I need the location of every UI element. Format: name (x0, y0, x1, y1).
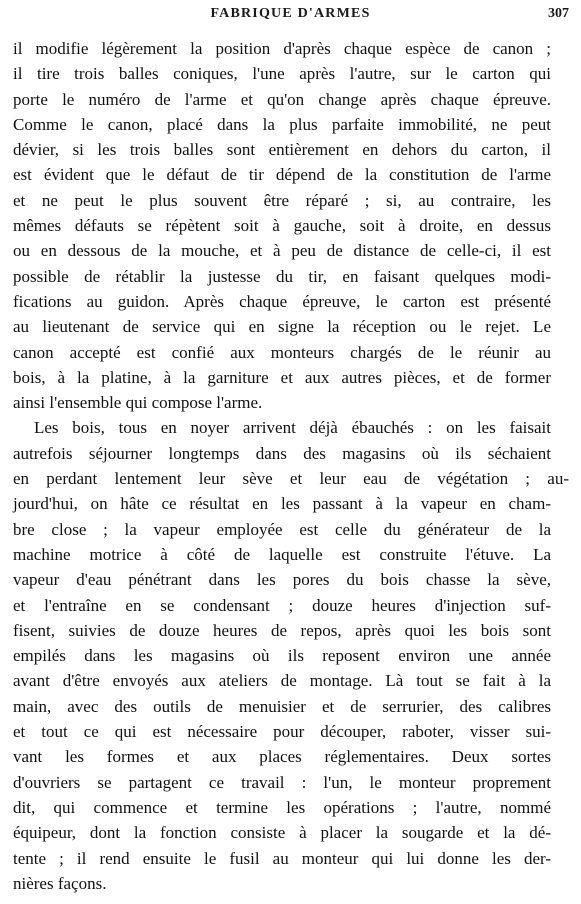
text-line: il tire trois balles coniques, l'une après l'autre, sur le carton qui (13, 64, 551, 84)
text-line: empilés dans les magasins où ils reposent environ une année (13, 646, 551, 666)
text-line: porte le numéro de l'arme et qu'on change après chaque épreuve. (13, 89, 551, 109)
text-line: dévier, si les trois balles sont entièrement en dehors du carton, il (13, 140, 551, 160)
text-line: bre close ; la vapeur employée est celle du générateur de la (13, 519, 551, 539)
paragraph-end-line: ainsi l'ensemble qui compose l'arme. (13, 393, 263, 413)
text-line: possible de rétablir la justesse du tir, en faisant quelques modi- (13, 266, 551, 286)
text-line: autrefois séjourner longtemps dans des magasins où ils séchaient (13, 443, 551, 463)
text-line: vant les formes et aux places réglementaires. Deux sortes (13, 747, 551, 767)
text-line: ou en dessous de la mouche, et à peu de distance de celle-ci, il est (13, 241, 551, 261)
text-line: tente ; il rend ensuite le fusil au monteur qui lui donne les der- (13, 848, 551, 868)
text-line: dit, qui commence et termine les opérations ; l'autre, nommé (13, 797, 551, 817)
page-number: 307 (548, 6, 569, 21)
paragraph-end-line: nières façons. (13, 873, 107, 893)
text-line: vapeur d'eau pénétrant dans les pores du bois chasse la sève, (13, 570, 551, 590)
text-line: d'ouvriers se partagent ce travail : l'un, le monteur proprement (13, 772, 551, 792)
running-head (0, 6, 581, 28)
text-line: jourd'hui, on hâte ce résultat en les passant à la vapeur en cham- (13, 494, 551, 514)
text-line: bois, à la platine, à la garniture et aux autres pièces, et de former (13, 367, 551, 387)
text-line: équipeur, dont la fonction consiste à placer la sougarde et la dé- (13, 823, 551, 843)
text-line: canon accepté est confié aux monteurs chargés de le réunir au (13, 342, 551, 362)
body-text (0, 36, 581, 896)
text-line: mêmes défauts se répètent soit à gauche, soit à droite, en dessus (13, 216, 551, 236)
text-line: et l'entraîne en se condensant ; douze heures d'injection suf- (13, 595, 551, 615)
text-line: est évident que le défaut de tir dépend de la constitution de l'arme (13, 165, 551, 185)
running-title: FABRIQUE D'ARMES (210, 6, 371, 21)
text-line: Comme le canon, placé dans la plus parfaite immobilité, ne peut (13, 114, 551, 134)
text-line: et tout ce qui est nécessaire pour découper, raboter, visser sui- (13, 722, 551, 742)
text-line: en perdant lentement leur sève et leur eau de végétation ; au- (13, 469, 569, 489)
text-line: fications au guidon. Après chaque épreuve, le carton est présenté (13, 291, 551, 311)
text-line: machine motrice à côté de laquelle est construite l'étuve. La (13, 544, 551, 564)
text-line: main, avec des outils de menuisier et de serrurier, des calibres (13, 696, 551, 716)
text-line: au lieutenant de service qui en signe la réception ou le rejet. Le (13, 317, 551, 337)
text-line: il modifie légèrement la position d'après chaque espèce de canon ; (13, 39, 551, 58)
text-line: avant d'être envoyés aux ateliers de montage. Là tout se fait à la (13, 671, 551, 691)
paragraph-start-line: Les bois, tous en noyer arrivent déjà ébauchés : on les faisait (34, 418, 551, 438)
text-line: et ne peut le plus souvent être réparé ; si, au contraire, les (13, 190, 551, 210)
text-line: fisent, suivies de douze heures de repos, après quoi les bois sont (13, 620, 551, 640)
